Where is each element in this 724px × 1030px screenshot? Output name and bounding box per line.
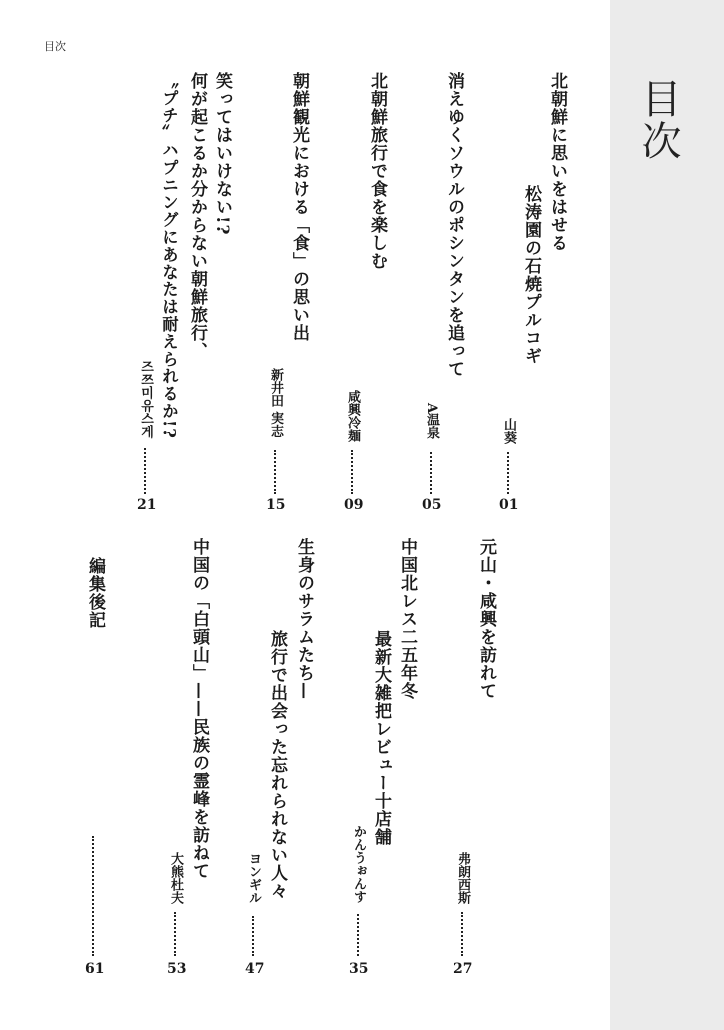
leader-dots: [351, 450, 353, 494]
entry-page: 61: [85, 961, 105, 977]
entry-author: 弗朗西斯: [455, 852, 470, 904]
entry-page: 21: [137, 497, 157, 513]
leader-dots: [430, 452, 432, 494]
entry-title-line: 生身のサラムたち—: [294, 538, 314, 700]
entry-page: 47: [245, 961, 265, 977]
entry-author: 咸興冷麺: [345, 390, 360, 442]
entry-title-line: 何が起こるか分からない朝鮮旅行、: [187, 72, 207, 360]
entry-author: A温泉: [424, 403, 439, 440]
entry-title-line: 消えゆくソウルのポシンタンを追って: [444, 72, 464, 378]
entry-title-line: 北朝鮮旅行で食を楽しむ: [367, 72, 387, 270]
running-head: 目次: [44, 40, 66, 53]
entry-author: 山葵: [501, 418, 516, 444]
leader-dots: [92, 836, 94, 956]
toc-heading: 目次: [635, 78, 681, 162]
entry-page: 35: [349, 961, 369, 977]
entry-page: 05: [422, 497, 442, 513]
entry-title-line: 元山・咸興を訪れて: [476, 538, 496, 700]
entry-title-line: 〝プチ〟ハプニングにあなたは耐えられるか!?: [159, 72, 179, 439]
entry-title-line: 北朝鮮に思いをはせる: [547, 72, 567, 252]
entry-page: 27: [453, 961, 473, 977]
leader-dots: [357, 914, 359, 956]
entry-title-line: 編集後記: [85, 557, 105, 629]
leader-dots: [461, 912, 463, 956]
entry-author: かんうぉんす: [351, 825, 366, 903]
leader-dots: [252, 916, 254, 956]
entry-page: 15: [266, 497, 286, 513]
entry-author: 大熊杜夫: [168, 852, 183, 904]
entry-title-line: 笑ってはいけない!?: [212, 72, 232, 236]
entry-author: ヨンギル: [246, 852, 261, 904]
entry-title-line: 旅行で出会った忘れられない人々: [267, 630, 287, 900]
leader-dots: [274, 450, 276, 494]
entry-page: 01: [499, 497, 519, 513]
leader-dots: [144, 448, 146, 494]
entry-author: 新井田 実志: [268, 368, 283, 438]
leader-dots: [174, 912, 176, 956]
entry-title-line: 松涛園の石焼プルコギ: [521, 185, 541, 365]
entry-title-line: 中国北レス二五年冬: [397, 538, 417, 700]
entry-title-line: 最新大雑把レビュー十店舗: [371, 630, 391, 846]
entry-author: 즈쯔미유스게: [138, 360, 153, 438]
entry-page: 53: [167, 961, 187, 977]
entry-title-line: 中国の「白頭山」——民族の霊峰を訪ねて: [189, 538, 209, 880]
entry-page: 09: [344, 497, 364, 513]
leader-dots: [507, 452, 509, 494]
entry-title-line: 朝鮮観光における「食」の思い出: [289, 72, 309, 342]
